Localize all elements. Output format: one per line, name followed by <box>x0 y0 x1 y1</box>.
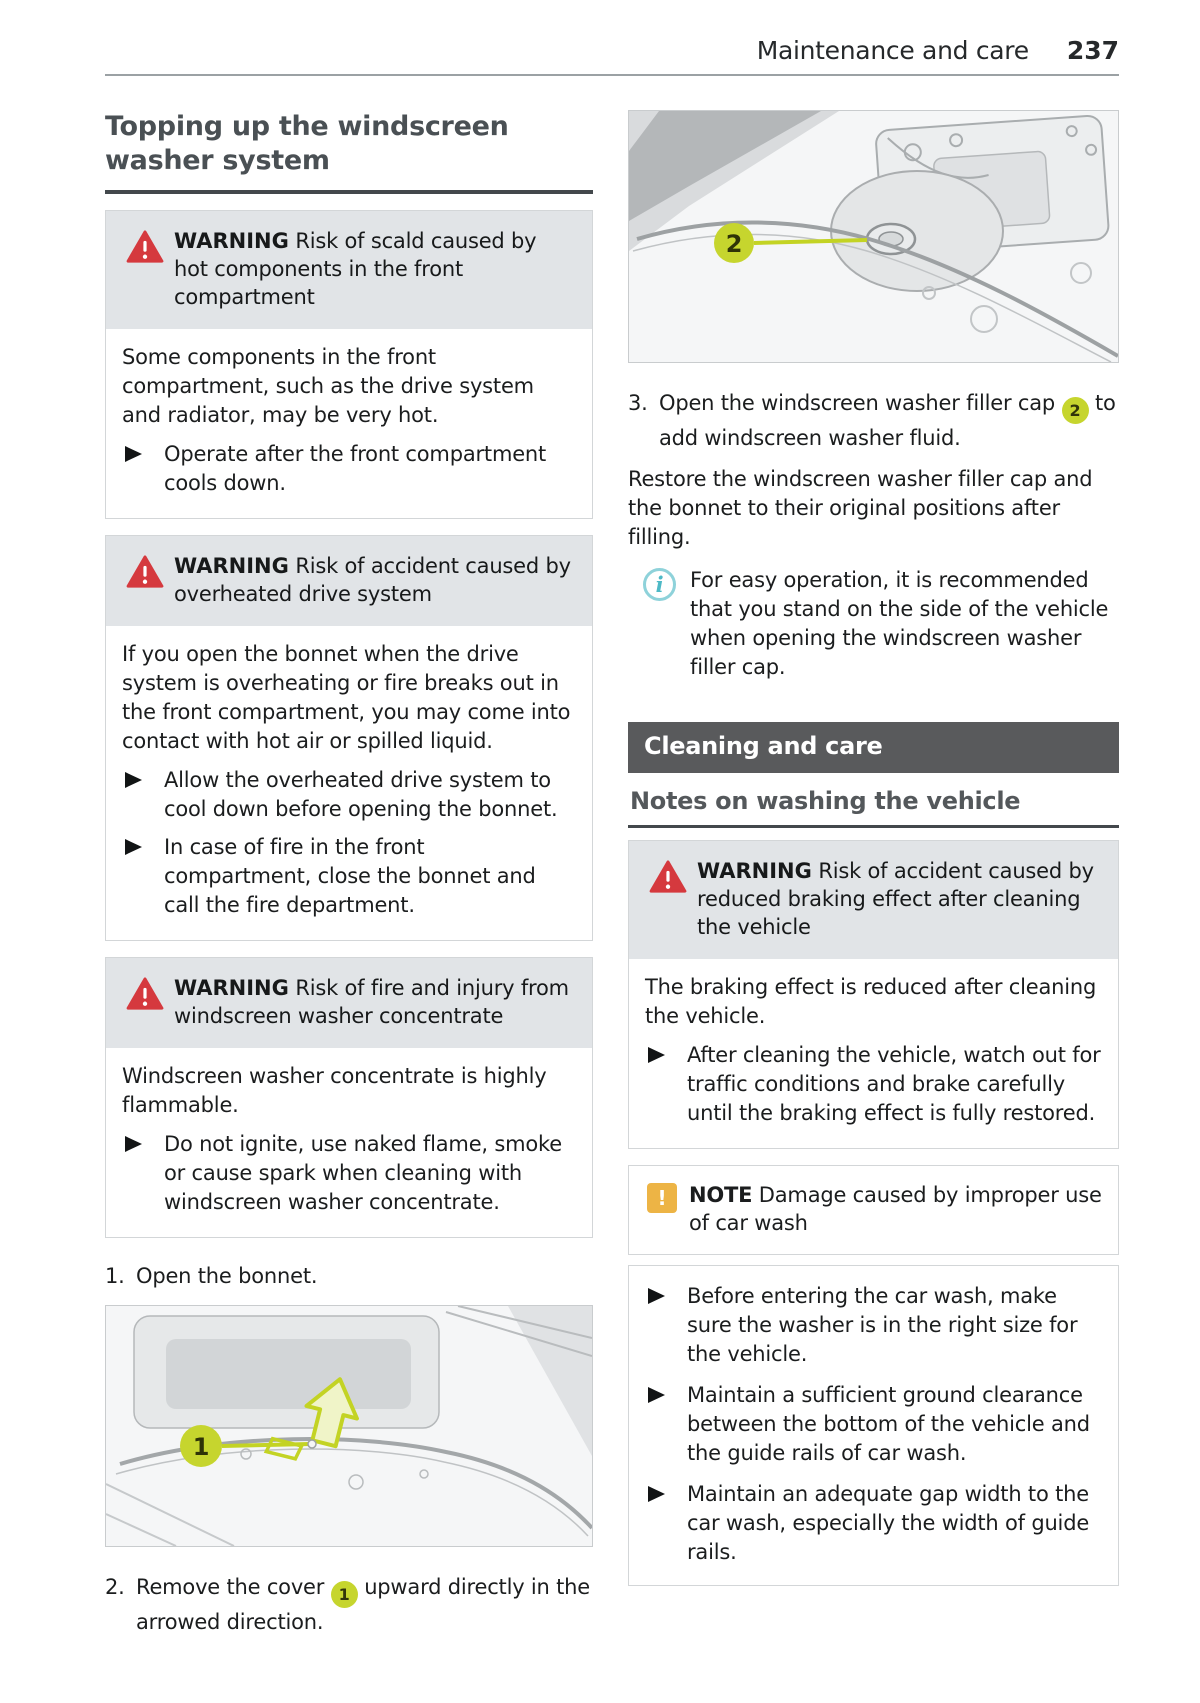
warning-triangle-icon <box>126 977 164 1011</box>
info-text: For easy operation, it is recommended that you stand on the side of the vehicle when opening the windscreen washer filler cap. <box>690 568 1109 679</box>
arrow-bullet-icon <box>125 1136 142 1152</box>
arrow-bullet-icon <box>648 1387 665 1403</box>
callout-badge-1: 1 <box>331 1581 358 1608</box>
warning-title: WARNING Risk of accident caused by overheated drive system <box>174 554 571 606</box>
section-bar-cleaning-and-care: Cleaning and care <box>628 722 1119 773</box>
callout-leader-line <box>222 1444 310 1446</box>
callout-badge-2: 2 <box>1062 397 1089 424</box>
step-3 <box>628 389 1119 453</box>
washer-filler-cap-illustration <box>629 111 1118 362</box>
arrow-bullet-icon <box>648 1288 665 1304</box>
warning-triangle-icon <box>126 555 164 589</box>
warning-label: WARNING <box>697 859 812 883</box>
warning-title: WARNING Risk of scald caused by hot components in the front compartment <box>174 229 537 309</box>
warning-header <box>106 211 592 329</box>
step-number: 2. <box>105 1575 125 1599</box>
warning-triangle-icon <box>126 230 164 264</box>
warning-text: Windscreen washer concentrate is highly flammable. <box>122 1064 547 1117</box>
warning-triangle-icon <box>649 860 687 894</box>
step-text: Remove the cover 1 upward directly in the arrowed direction. <box>136 1575 590 1634</box>
warning-action: After cleaning the vehicle, watch out for traffic conditions and brake carefully until the braking effect is fully restored. <box>645 1041 1102 1128</box>
note-box-car-wash <box>628 1165 1119 1255</box>
header-rule <box>105 74 1119 76</box>
car-wash-tips-list <box>645 1282 1102 1567</box>
warning-title: WARNING Risk of accident caused by reduced braking effect after cleaning the vehicle <box>697 859 1094 939</box>
warning-action-list <box>122 440 576 498</box>
warning-box-scald <box>105 210 593 519</box>
warning-action-list <box>122 766 576 920</box>
page-number: 237 <box>1066 36 1119 65</box>
subsection-heading: Notes on washing the vehicle <box>628 773 1119 828</box>
step-text: Open the windscreen washer filler cap 2 to add windscreen washer fluid. <box>659 391 1116 450</box>
step-2 <box>105 1573 593 1637</box>
warning-action: Operate after the front compartment cools down. <box>122 440 576 498</box>
right-column <box>628 110 1119 1586</box>
step-number: 1. <box>105 1264 125 1288</box>
car-wash-tips-box <box>628 1265 1119 1586</box>
svg-text:2: 2 <box>725 230 743 258</box>
warning-action: Allow the overheated drive system to cool down before opening the bonnet. <box>122 766 576 824</box>
frunk-cover-illustration <box>106 1306 592 1546</box>
note-label: NOTE <box>689 1183 753 1207</box>
warning-action-list <box>122 1130 576 1217</box>
warning-body <box>106 329 592 518</box>
warning-text: The braking effect is reduced after cleaning the vehicle. <box>645 975 1097 1028</box>
warning-body <box>629 959 1118 1148</box>
cap-recess <box>831 171 1003 291</box>
restore-paragraph: Restore the windscreen washer filler cap and the bonnet to their original positions after filling. <box>628 467 1093 549</box>
car-wash-tip: Maintain a sufficient ground clearance between the bottom of the vehicle and the guide rails of car wash. <box>645 1381 1102 1468</box>
page-header <box>105 36 1119 65</box>
warning-box-braking <box>628 840 1119 1149</box>
warning-action-list <box>645 1041 1102 1128</box>
chapter-title: Maintenance and care <box>756 36 1029 65</box>
section-heading: Topping up the windscreen washer system <box>105 104 593 194</box>
note-exclamation-icon: ! <box>647 1183 677 1213</box>
note-title: NOTE Damage caused by improper use of car wash <box>689 1183 1102 1235</box>
warning-text: If you open the bonnet when the drive system is overheating or fire breaks out in the front compartment, you may come into contact with hot air or spilled liquid. <box>122 642 571 753</box>
arrow-bullet-icon <box>125 772 142 788</box>
step-1 <box>105 1262 593 1291</box>
warning-body <box>106 1048 592 1237</box>
warning-text: Some components in the front compartment, such as the drive system and radiator, may be very hot. <box>122 345 534 427</box>
warning-action: Do not ignite, use naked flame, smoke or cause spark when cleaning with windscreen washer concentrate. <box>122 1130 576 1217</box>
arrow-bullet-icon <box>125 446 142 462</box>
warning-header <box>629 841 1118 959</box>
warning-body <box>106 626 592 940</box>
info-note <box>628 566 1119 682</box>
svg-text:1: 1 <box>192 1433 210 1461</box>
warning-label: WARNING <box>174 554 289 578</box>
car-wash-tip: Before entering the car wash, make sure the washer is in the right size for the vehicle. <box>645 1282 1102 1369</box>
arrow-bullet-icon <box>648 1486 665 1502</box>
warning-header <box>106 958 592 1048</box>
warning-action: In case of fire in the front compartment, close the bonnet and call the fire department. <box>122 833 576 920</box>
step-text: Open the bonnet. <box>136 1264 318 1288</box>
car-wash-tip: Maintain an adequate gap width to the car wash, especially the width of guide rails. <box>645 1480 1102 1567</box>
callout-2 <box>714 223 754 263</box>
arrow-bullet-icon <box>648 1047 665 1063</box>
warning-label: WARNING <box>174 229 289 253</box>
warning-box-overheat <box>105 535 593 941</box>
warning-box-concentrate <box>105 957 593 1238</box>
left-column <box>105 104 593 1637</box>
warning-label: WARNING <box>174 976 289 1000</box>
callout-1 <box>180 1425 222 1467</box>
figure-frunk-cover <box>105 1305 593 1547</box>
arrow-bullet-icon <box>125 839 142 855</box>
step-number: 3. <box>628 391 648 415</box>
warning-header <box>106 536 592 626</box>
info-icon: i <box>643 568 676 601</box>
figure-washer-filler-cap <box>628 110 1119 363</box>
frunk-tub-inner <box>166 1339 411 1409</box>
warning-title: WARNING Risk of fire and injury from windscreen washer concentrate <box>174 976 569 1028</box>
